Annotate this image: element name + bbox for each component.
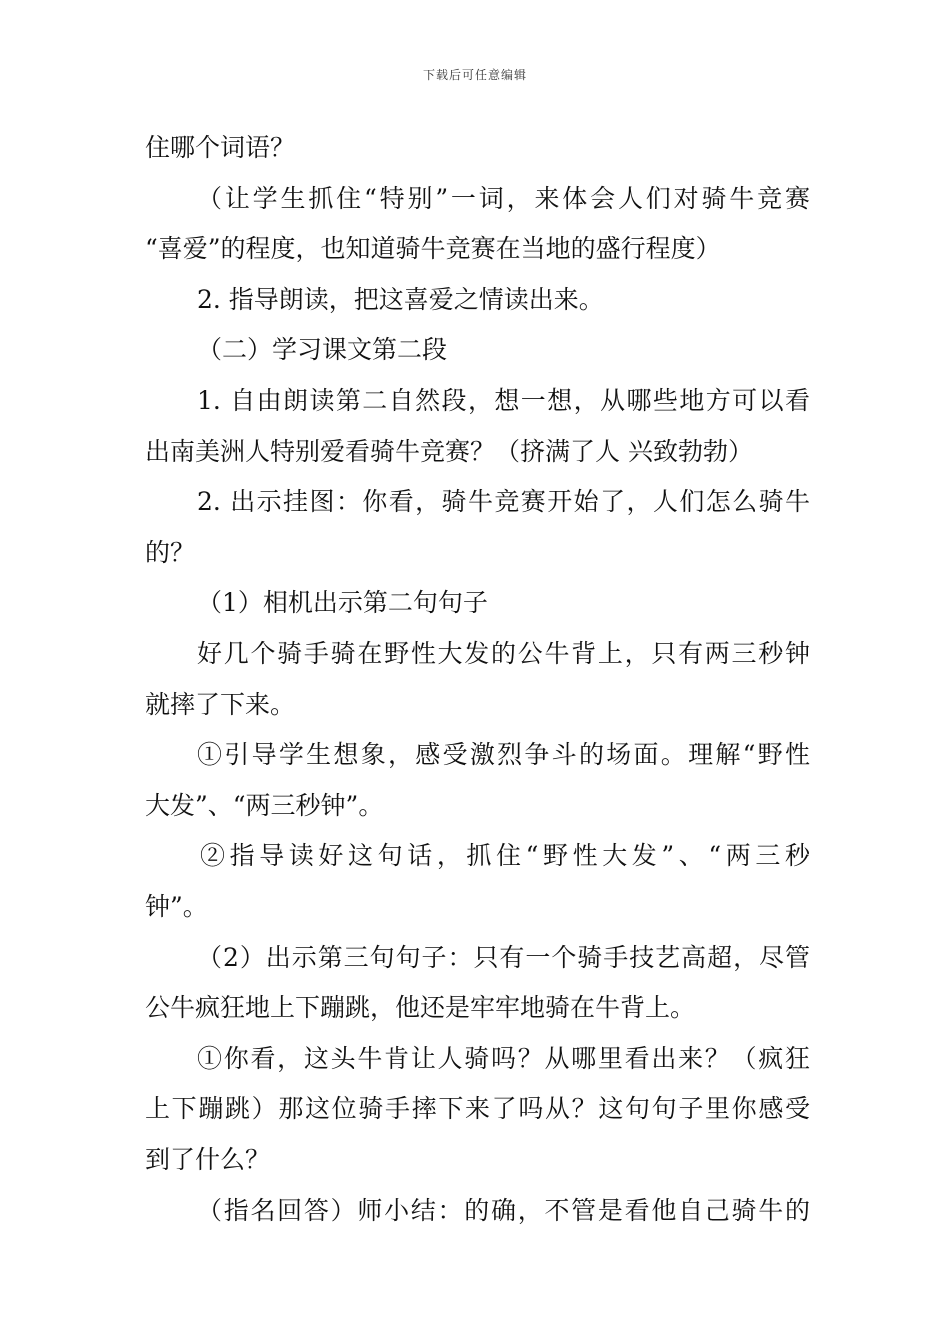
paragraph-line: 钟”。 — [145, 892, 208, 921]
paragraph-line: 的？ — [145, 537, 196, 567]
paragraph-line: 2. 指导朗读，把这喜爱之情读出来。 — [197, 284, 604, 314]
paragraph-line: ①引导学生想象，感受激烈争斗的场面。理解“野性 — [197, 740, 810, 770]
paragraph-line: 就摔了下来。 — [145, 689, 296, 719]
paragraph-line: 上下蹦跳）那这位骑手摔下来了吗从？这句句子里你感受 — [145, 1094, 810, 1124]
paragraph-line: ②指导读好这句话，抓住“野性大发”、“两三秒 — [200, 841, 810, 871]
paragraph-line: 住哪个词语？ — [145, 133, 296, 162]
paragraph-line: （指名回答）师小结：的确，不管是看他自己骑牛的 — [197, 1195, 810, 1225]
paragraph-line: （让学生抓住“特别”一词，来体会人们对骑牛竞赛 — [197, 183, 810, 213]
paragraph-line: 好几个骑手骑在野性大发的公牛背上，只有两三秒钟 — [197, 639, 810, 668]
paragraph-line: （二）学习课文第二段 — [197, 335, 448, 365]
paragraph-line: （2）出示第三句句子：只有一个骑手技艺高超，尽管 — [197, 942, 810, 972]
paragraph-line: 公牛疯狂地上下蹦跳，他还是牢牢地骑在牛背上。 — [145, 993, 696, 1023]
paragraph-line: ①你看，这头牛肯让人骑吗？从哪里看出来？（疯狂 — [197, 1043, 810, 1073]
paragraph-line: 出南美洲人特别爱看骑牛竞赛？（挤满了人 兴致勃勃） — [145, 436, 753, 466]
paragraph-line: （1）相机出示第二句句子 — [197, 588, 488, 618]
paragraph-line: “喜爱”的程度，也知道骑牛竞赛在当地的盛行程度） — [145, 234, 721, 264]
paragraph-line: 2. 出示挂图：你看，骑牛竞赛开始了，人们怎么骑牛 — [197, 487, 810, 517]
paragraph-line: 到了什么？ — [145, 1145, 271, 1174]
page-header: 下载后可任意编辑 — [422, 68, 527, 82]
paragraph-line: 1. 自由朗读第二自然段，想一想，从哪些地方可以看 — [197, 386, 810, 415]
paragraph-line: 大发”、“两三秒钟”。 — [145, 790, 384, 820]
